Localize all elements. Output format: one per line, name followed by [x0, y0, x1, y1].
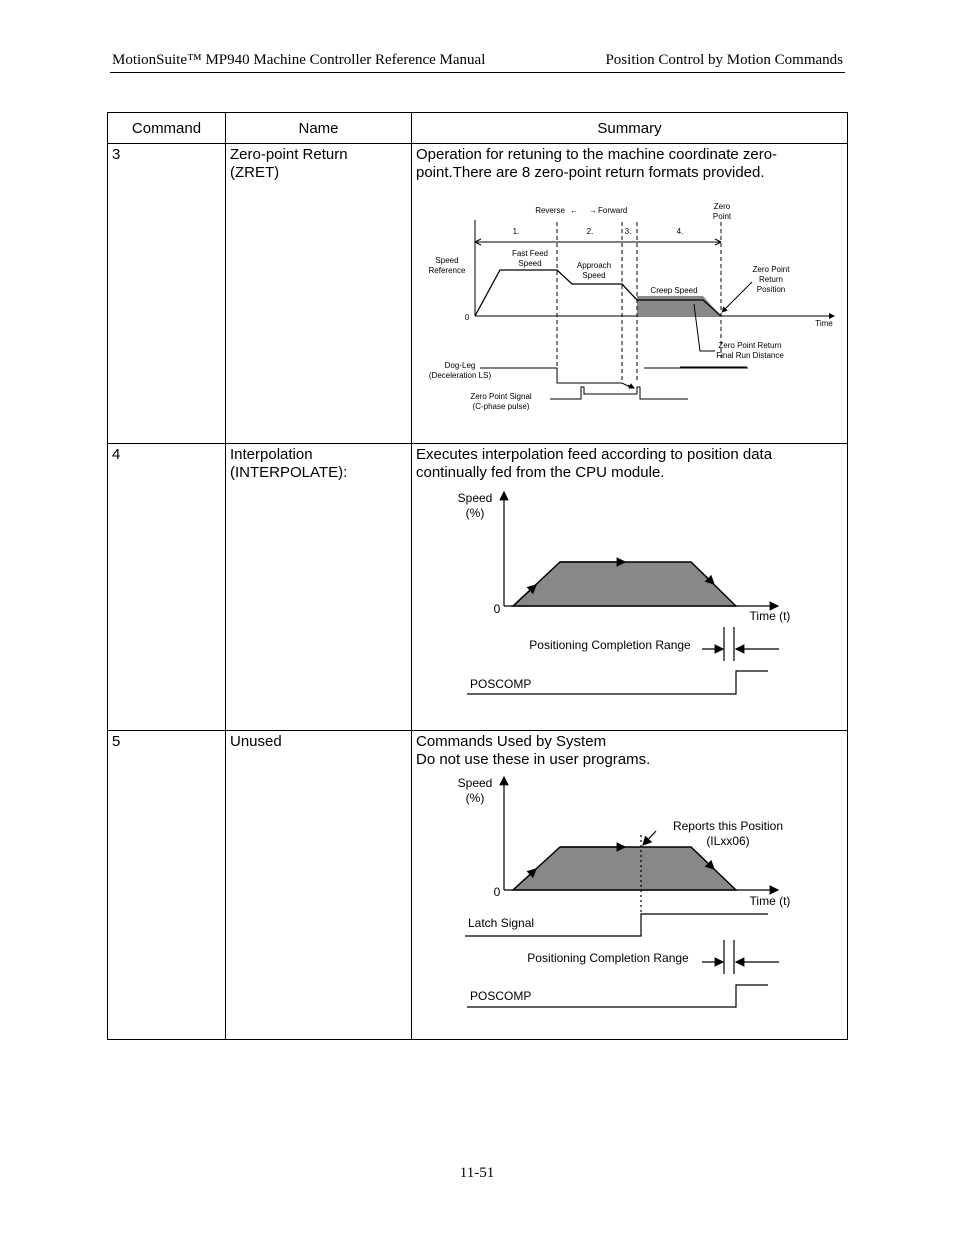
speed-axis-label: (%): [465, 506, 485, 520]
poscomp-label: POSCOMP: [470, 677, 532, 691]
summary-line: Executes interpolation feed according to position data: [416, 446, 773, 463]
fast-feed-label: Speed: [518, 259, 542, 268]
forward-arrow-glyph: →: [589, 206, 597, 215]
zero-point-label: Zero: [713, 202, 731, 211]
zero-point-return-diagram: [412, 182, 846, 422]
completion-range-label: Positioning Completion Range: [529, 638, 691, 652]
creep-speed-label: Creep Speed: [650, 286, 698, 295]
command-name: Zero-point Return: [230, 146, 348, 163]
summary-line: Operation for retuning to the machine coordinate zero-: [416, 146, 778, 163]
command-number: 4: [112, 446, 121, 463]
segment-label-3: 3.: [624, 227, 632, 236]
command-number: 5: [112, 733, 121, 750]
command-cell: [108, 144, 226, 444]
approach-speed-label: Speed: [582, 271, 606, 280]
name-cell: [226, 731, 412, 1040]
column-header-name: Name: [226, 113, 412, 144]
reverse-arrow-glyph: ←: [570, 206, 578, 215]
speed-reference-label: Reference: [428, 266, 466, 275]
table-header-row: [108, 113, 848, 144]
command-mnemonic: (INTERPOLATE):: [230, 464, 348, 481]
summary-cell: [412, 731, 848, 1040]
segment-label-4: 4.: [676, 227, 684, 236]
reports-position-label: Reports this Position: [672, 819, 784, 833]
origin-label: 0: [464, 313, 470, 322]
reports-position-label: (ILxx06): [706, 834, 750, 848]
approach-speed-label: Approach: [576, 261, 612, 270]
zero-point-label: Point: [712, 212, 732, 221]
name-cell: [226, 144, 412, 444]
interpolation-diagram: [412, 482, 846, 712]
speed-axis-label: Speed: [457, 491, 493, 505]
origin-label: 0: [493, 602, 501, 616]
table-row: [108, 144, 848, 444]
time-axis-label: Time (t): [749, 609, 791, 623]
summary-cell: [412, 144, 848, 444]
summary-line: Do not use these in user programs.: [416, 751, 651, 768]
segment-label-1: 1.: [512, 227, 520, 236]
time-label: Time: [815, 319, 833, 328]
final-run-label: Final Run Distance: [716, 351, 784, 360]
command-mnemonic: (ZRET): [230, 164, 280, 181]
summary-cell: [412, 444, 848, 731]
return-position-label: Return: [758, 275, 784, 284]
return-position-label: Position: [756, 285, 786, 294]
time-axis-label: Time (t): [749, 894, 791, 908]
summary-line: point.There are 8 zero-point return formats provided.: [416, 164, 765, 181]
column-header-summary: Summary: [412, 113, 848, 144]
segment-label-2: 2.: [586, 227, 594, 236]
table-row: [108, 444, 848, 731]
zero-signal-label: Zero Point Signal: [470, 392, 532, 401]
final-run-label: Zero Point Return: [718, 341, 782, 350]
command-name: Interpolation: [230, 446, 313, 463]
command-name: Unused: [230, 733, 282, 750]
command-cell: [108, 731, 226, 1040]
command-number: 3: [112, 146, 121, 163]
return-position-label: Zero Point: [752, 265, 790, 274]
zret-drawing: [475, 220, 834, 399]
dog-leg-label: Dog-Leg: [444, 361, 476, 370]
reverse-label: Reverse: [535, 206, 565, 215]
summary-line: Commands Used by System: [416, 733, 607, 750]
forward-label: Forward: [598, 206, 628, 215]
command-table: [107, 112, 848, 1040]
speed-axis-label: Speed: [457, 776, 493, 790]
zero-signal-label: (C-phase pulse): [472, 402, 530, 411]
page-number: 11-51: [459, 1165, 495, 1181]
latch-signal-label: Latch Signal: [468, 916, 535, 930]
running-header-title: MotionSuite™ MP940 Machine Controller Reference Manual: [112, 52, 486, 68]
command-cell: [108, 444, 226, 731]
origin-label: 0: [493, 885, 501, 899]
speed-axis-label: (%): [465, 791, 485, 805]
column-header-command: Command: [108, 113, 226, 144]
running-header-section: Position Control by Motion Commands: [605, 52, 843, 68]
fast-feed-label: Fast Feed: [511, 249, 549, 258]
header-rule: [110, 72, 845, 73]
interpolation-drawing: [467, 492, 779, 694]
completion-range-label: Positioning Completion Range: [527, 951, 689, 965]
unused-command-diagram: [412, 769, 846, 1014]
unused-drawing: [465, 777, 779, 1007]
speed-reference-label: Speed: [435, 256, 459, 265]
dog-leg-label: (Deceleration LS): [428, 371, 492, 380]
poscomp-label: POSCOMP: [470, 989, 532, 1003]
table-row: [108, 731, 848, 1040]
name-cell: [226, 444, 412, 731]
summary-line: continually fed from the CPU module.: [416, 464, 665, 481]
